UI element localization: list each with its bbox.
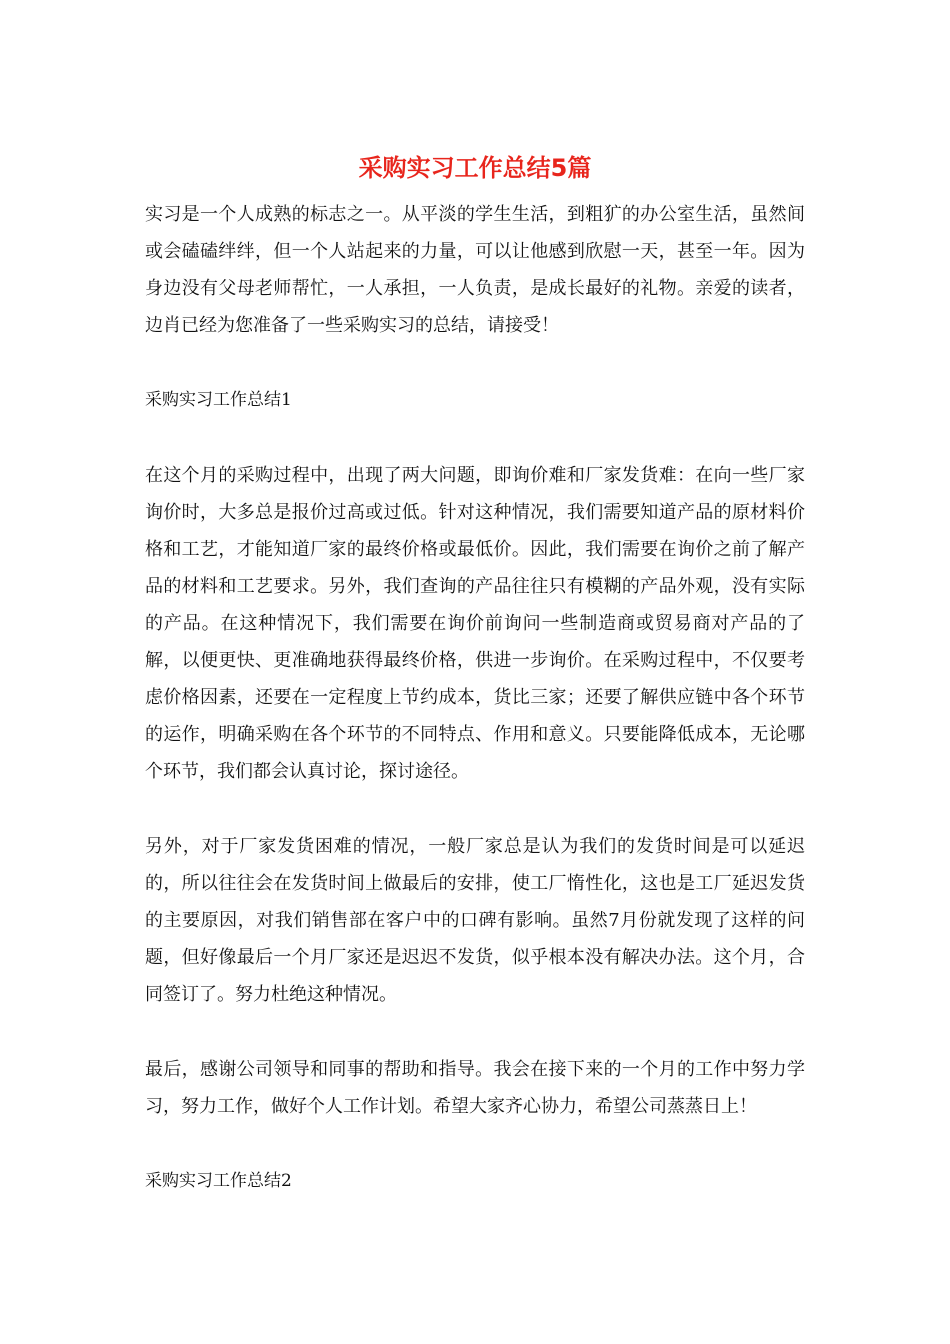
section-2-heading: 采购实习工作总结2	[145, 1171, 292, 1191]
section-1-paragraph-2: 另外，对于厂家发货困难的情况，一般厂家总是认为我们的发货时间是可以延迟的，所以往往会在发货时间上做最后的安排，使工厂惰性化，这也是工厂延迟发货的主要原因，对我们销售部在客户中的口碑有影响。虽然7月份就发现了这样的问题，但好像最后一个月厂家还是迟迟不发货，似乎根本没有解决办法。这个月，合同签订了。努力杜绝这种情况。	[145, 836, 805, 1005]
intro-paragraph: 实习是一个人成熟的标志之一。从平淡的学生生活，到粗犷的办公室生活，虽然间或会磕磕绊绊，但一个人站起来的力量，可以让他感到欣慰一天，甚至一年。因为身边没有父母老师帮忙，一人承担，一人负责，是成长最好的礼物。亲爱的读者，边肖已经为您准备了一些采购实习的总结，请接受！	[145, 204, 805, 336]
section-1-paragraph-1: 在这个月的采购过程中，出现了两大问题，即询价难和厂家发货难：在向一些厂家询价时，大多总是报价过高或过低。针对这种情况，我们需要知道产品的原材料价格和工艺，才能知道厂家的最终价格或最低价。因此，我们需要在询价之前了解产品的材料和工艺要求。另外，我们查询的产品往往只有模糊的产品外观，没有实际的产品。在这种情况下，我们需要在询价前询问一些制造商或贸易商对产品的了解，以便更快、更准确地获得最终价格，供进一步询价。在采购过程中，不仅要考虑价格因素，还要在一定程度上节约成本，货比三家；还要了解供应链中各个环节的运作，明确采购在各个环节的不同特点、作用和意义。只要能降低成本，无论哪个环节，我们都会认真讨论，探讨途径。	[145, 465, 805, 782]
document-body	[145, 196, 805, 1238]
section-1-heading: 采购实习工作总结1	[145, 390, 292, 410]
section-1-paragraph-3: 最后，感谢公司领导和同事的帮助和指导。我会在接下来的一个月的工作中努力学习，努力工作，做好个人工作计划。希望大家齐心协力，希望公司蒸蒸日上！	[145, 1059, 805, 1117]
document-title: 采购实习工作总结5篇	[358, 154, 592, 182]
